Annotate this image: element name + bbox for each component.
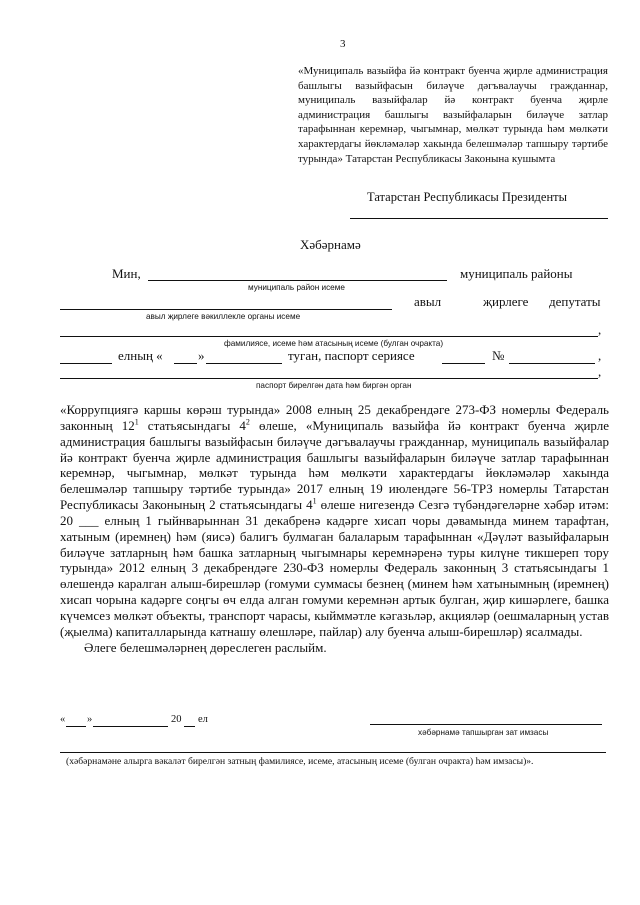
passport-issue-field[interactable]	[60, 378, 598, 379]
date-close-quote: »	[87, 714, 93, 725]
caption-receiver: (хәбәрнамәне алырга вәкаләт бирелгән затның фамилиясе, исеме, атасының исеме (булган очракта) һәм имзасы)».	[66, 756, 534, 767]
date-year-suffix: ел	[198, 714, 208, 725]
passport-number-field[interactable]	[509, 363, 595, 364]
form-row2-deputy: депутаты	[549, 294, 601, 309]
caption-rural-settlement: авыл җирлеге вәкиллекле органы исеме	[146, 312, 301, 321]
form-row4-number: №	[492, 348, 505, 363]
confirmation-paragraph: Әлеге белешмәләрнең дөреслеген раслыйм.	[84, 639, 327, 655]
birth-day-field[interactable]	[60, 363, 112, 364]
form-row1-end: муниципаль районы	[460, 266, 573, 281]
rural-settlement-field[interactable]	[60, 309, 392, 310]
municipal-district-field[interactable]	[148, 280, 447, 281]
form-row4-born: туган, паспорт сериясе	[288, 348, 415, 363]
form-row4-quote: »	[198, 348, 205, 363]
form-row4-year: елның «	[118, 348, 163, 363]
form-row3-comma: ,	[598, 322, 602, 337]
passport-series-field[interactable]	[442, 363, 485, 364]
birth-month-field[interactable]	[206, 363, 282, 364]
caption-full-name: фамилиясе, исеме һәм атасының исеме (булган очракта)	[224, 339, 444, 348]
recipient-title: Татарстан Республикасы Президенты	[367, 190, 567, 204]
date-year-prefix: 20	[171, 714, 182, 725]
date-day-field[interactable]	[66, 726, 86, 727]
form-row2-village: авыл	[414, 294, 442, 309]
birth-date-field[interactable]	[174, 363, 197, 364]
receiver-signature-field[interactable]	[60, 752, 606, 753]
submitter-signature-field[interactable]	[370, 724, 602, 725]
caption-submitter-signature: хәбәрнамә тапшырган зат имзасы	[418, 728, 549, 737]
document-title: Хәбәрнамә	[300, 237, 361, 252]
date-year-field[interactable]	[184, 726, 195, 727]
full-name-field[interactable]	[60, 336, 598, 337]
date-open-quote: «	[60, 714, 66, 725]
declaration-body	[60, 402, 609, 656]
caption-municipal-district: муниципаль район исеме	[248, 283, 345, 292]
appendix-note: «Муниципаль вазыйфа йә контракт буенча җирле администрация башлыгы вазыйфасын биләүче дәгъвалаучы гражданнар, муниципаль вазыйфалар йә контракт буенча җирле администрация башлыгы вазыйфаларын биләүче затлар тарафыннан керемнәр, чыгымнар, мөлкәт турында һәм мөлкәти характердагы йөкләмәләр хакында белешмәләр тапшыру тәртибе турында» Татарстан Республикасы Законына кушымта	[298, 65, 608, 165]
form-row5-comma: ,	[598, 364, 602, 379]
date-month-field[interactable]	[93, 726, 168, 727]
form-row2-settlement: җирлеге	[483, 294, 529, 309]
recipient-signature-line	[350, 218, 608, 219]
form-row4-comma: ,	[598, 348, 602, 363]
page-number: 3	[340, 38, 346, 50]
form-row1-start: Мин,	[112, 266, 141, 281]
caption-passport-issue: паспорт бирелгән дата һәм биргән орган	[256, 381, 412, 390]
declaration-paragraph: «Коррупциягә каршы көрәш турында» 2008 елның 25 декабрендәге 273-ФЗ номерлы Федераль законның $12^1$ статьясындагы $4^2$ өлеше, «Муниципаль вазыйфа йә контракт буенча җирле администрация башлыгы вазыйфасын биләүче дәгъвалаучы гражданнар, муниципаль вазыйфалар йә контракт буенча җирле администрация башлыгы вазыйфаларын биләүче затлар тарафыннан керемнәр, чыгымнар, мөлкәт турында һәм мөлкәти характердагы йөкләмәләр хакында белешмәләр тапшыру тәртибе турында» 2017 елның 19 июлендәге 56-ТРЗ номерлы Татарстан Республикасы Законының 2 статьясындагы $4^1$ өлеше нигезендә Сезгә түбәндәгеләрне хәбәр итәм: 20 ___ елның 1 гыйнварыннан 31 декабренә кадәрге хисап чоры дәвамында минем тарафтан, хатыным (иремнең) һәм (яисә) балигъ булмаган балаларым тарафыннан «Дәүләт вазыйфаларын биләүче затларның һәм башка затларның чыгымнары керемнәренә туры килүне тикшереп тору турында» 2012 елның 3 декабрендәге 230-ФЗ номерлы Федераль законның 3 статьясындагы 1 өлешендә каралган алыш-бирешләр (гомуми суммасы безнең (минем һәм хатынымның (иремнең) хисап чорына кадәрге соңгы өч елда алган гомуми керемнән артык булган, җир кишәрлеге, башка күчемсез мөлкәт объекты, транспорт чарасы, кыйммәтле кәгазьләр, акцияләр (оешмаларның устав (җыелма) капиталларында катнашу өлешләре, пайлар) алу буенча алыш-бирешләр) ясалмады.	[60, 402, 609, 639]
